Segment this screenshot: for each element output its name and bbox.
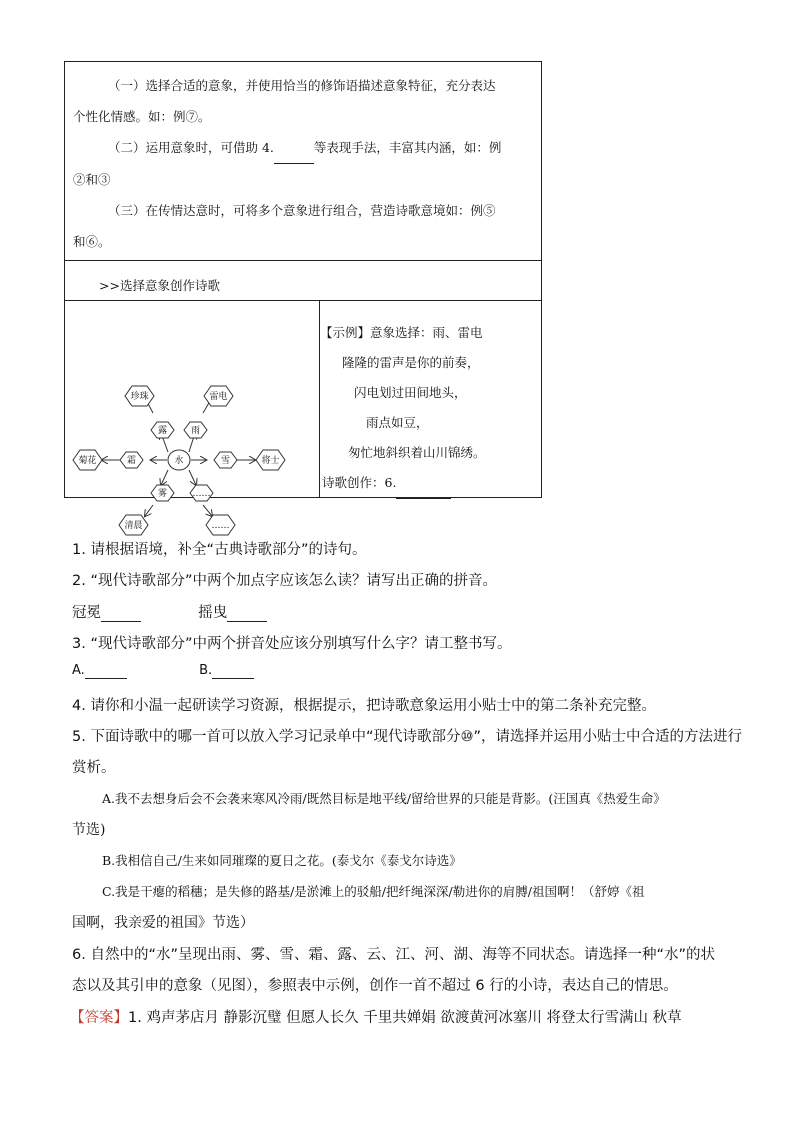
blank-6[interactable] — [396, 468, 451, 499]
question-4: 4. 请你和小温一起研读学习资源，根据提示，把诗歌意象运用小贴士中的第二条补充完整。 — [72, 698, 656, 714]
node-label: 露 — [157, 426, 168, 436]
question-6: 6. 自然中的“水”呈现出雨、雾、雪、霜、露、云、江、河、湖、海等不同状态。请选择一种“水”的状 — [72, 947, 715, 963]
tip-1: （一）选择合适的意象，并使用恰当的修饰语描述意象特征，充分表达 — [108, 78, 496, 93]
question-3-blanks: A. B. — [72, 663, 254, 679]
table-divider — [65, 260, 541, 261]
example-line: 闪电划过田间地头， — [354, 385, 467, 400]
question-3: 3. “现代诗歌部分”中两个拼音处应该分别填写什么字？请工整书写。 — [72, 636, 512, 652]
option-a-cont: 节选) — [72, 822, 106, 838]
water-imagery-diagram — [65, 302, 319, 531]
tip-3-cont: 和⑥。 — [73, 234, 111, 249]
node-label: …… — [211, 521, 230, 531]
blank-char-b[interactable] — [212, 663, 254, 679]
option-a: A.我不去想身后会不会袭来寒风冷雨/既然目标是地平线/留给世界的只能是背影。(汪国真《热爱生命》 — [102, 791, 666, 806]
tip-2-cont: ②和③ — [73, 172, 111, 187]
question-5-cont: 赏析。 — [72, 760, 116, 776]
question-2-blanks: 冠冕 摇曳 — [72, 601, 267, 622]
blank-pinyin-1[interactable] — [101, 605, 141, 622]
node-label: 清晨 — [124, 521, 143, 531]
arrow — [161, 470, 168, 485]
arrow — [145, 505, 153, 516]
node-label: 雷电 — [209, 392, 228, 402]
question-1: 1. 请根据语境，补全“古典诗歌部分”的诗句。 — [72, 542, 367, 558]
answer-line — [70, 1006, 682, 1027]
table-divider — [65, 300, 541, 301]
blank-pinyin-2[interactable] — [227, 605, 267, 622]
option-b: B.我相信自己/生来如同璀璨的夏日之花。(泰戈尔《泰戈尔诗选》 — [102, 853, 462, 868]
learning-table — [64, 61, 542, 531]
imagery-tips — [73, 70, 535, 257]
answer-text: 1. 鸡声茅店月 静影沉璧 但愿人长久 千里共婵娟 欲渡黄河冰塞川 将登太行雪满山 秋草 — [128, 1010, 682, 1026]
node-label: 雾 — [157, 489, 168, 499]
blank-4[interactable] — [274, 132, 314, 164]
example-line: 雨点如豆， — [366, 415, 429, 430]
tip-1-cont: 个性化情感。如：例⑦。 — [73, 109, 211, 124]
node-label: 雪 — [220, 456, 231, 466]
section-title: >>选择意象创作诗歌 — [99, 278, 220, 293]
example-line: 诗歌创作：6. — [320, 468, 540, 499]
option-c-cont: 国啊，我亲爱的祖国》节选） — [72, 915, 254, 931]
question-2: 2. “现代诗歌部分”中两个加点字应该怎么读？请写出正确的拼音。 — [72, 573, 497, 589]
node-label: 霜 — [126, 456, 137, 466]
tip-2: （二）运用意象时，可借助 4. 等表现手法，丰富其内涵，如：例 — [73, 132, 535, 164]
blank-char-a[interactable] — [85, 663, 127, 679]
example-line: 匆忙地斜织着山川锦绣。 — [348, 445, 486, 460]
option-c: C.我是干瘪的稻穗；是失修的路基/是淤滩上的驳船/把纤绳深深/勒进你的肩膊/祖国啊！（舒婷《祖 — [102, 884, 645, 899]
arrow — [189, 470, 196, 485]
node-label: 雨 — [190, 426, 201, 436]
node-label: 珍珠 — [130, 392, 149, 402]
node-label: …… — [192, 489, 211, 499]
example-line: 隆隆的雷声是你的前奏， — [342, 355, 480, 370]
node-label: 菊花 — [78, 456, 97, 466]
question-5: 5. 下面诗歌中的哪一首可以放入学习记录单中“现代诗歌部分⑩”，请选择并运用小贴士中合适的方法进行 — [72, 729, 742, 745]
example-poem — [320, 318, 540, 499]
node-label: 水 — [174, 456, 184, 466]
node-label: 将士 — [261, 456, 280, 466]
question-6-cont: 态以及其引申的意象（见图），参照表中示例，创作一首不超过 6 行的小诗，表达自己的情思。 — [72, 978, 678, 994]
answer-tag: 【答案】 — [70, 1010, 128, 1026]
arrow — [203, 505, 212, 516]
example-line: 【示例】意象选择：雨、雷电 — [320, 325, 483, 340]
tip-3: （三）在传情达意时，可将多个意象进行组合，营造诗歌意境如：例⑤ — [108, 203, 496, 218]
